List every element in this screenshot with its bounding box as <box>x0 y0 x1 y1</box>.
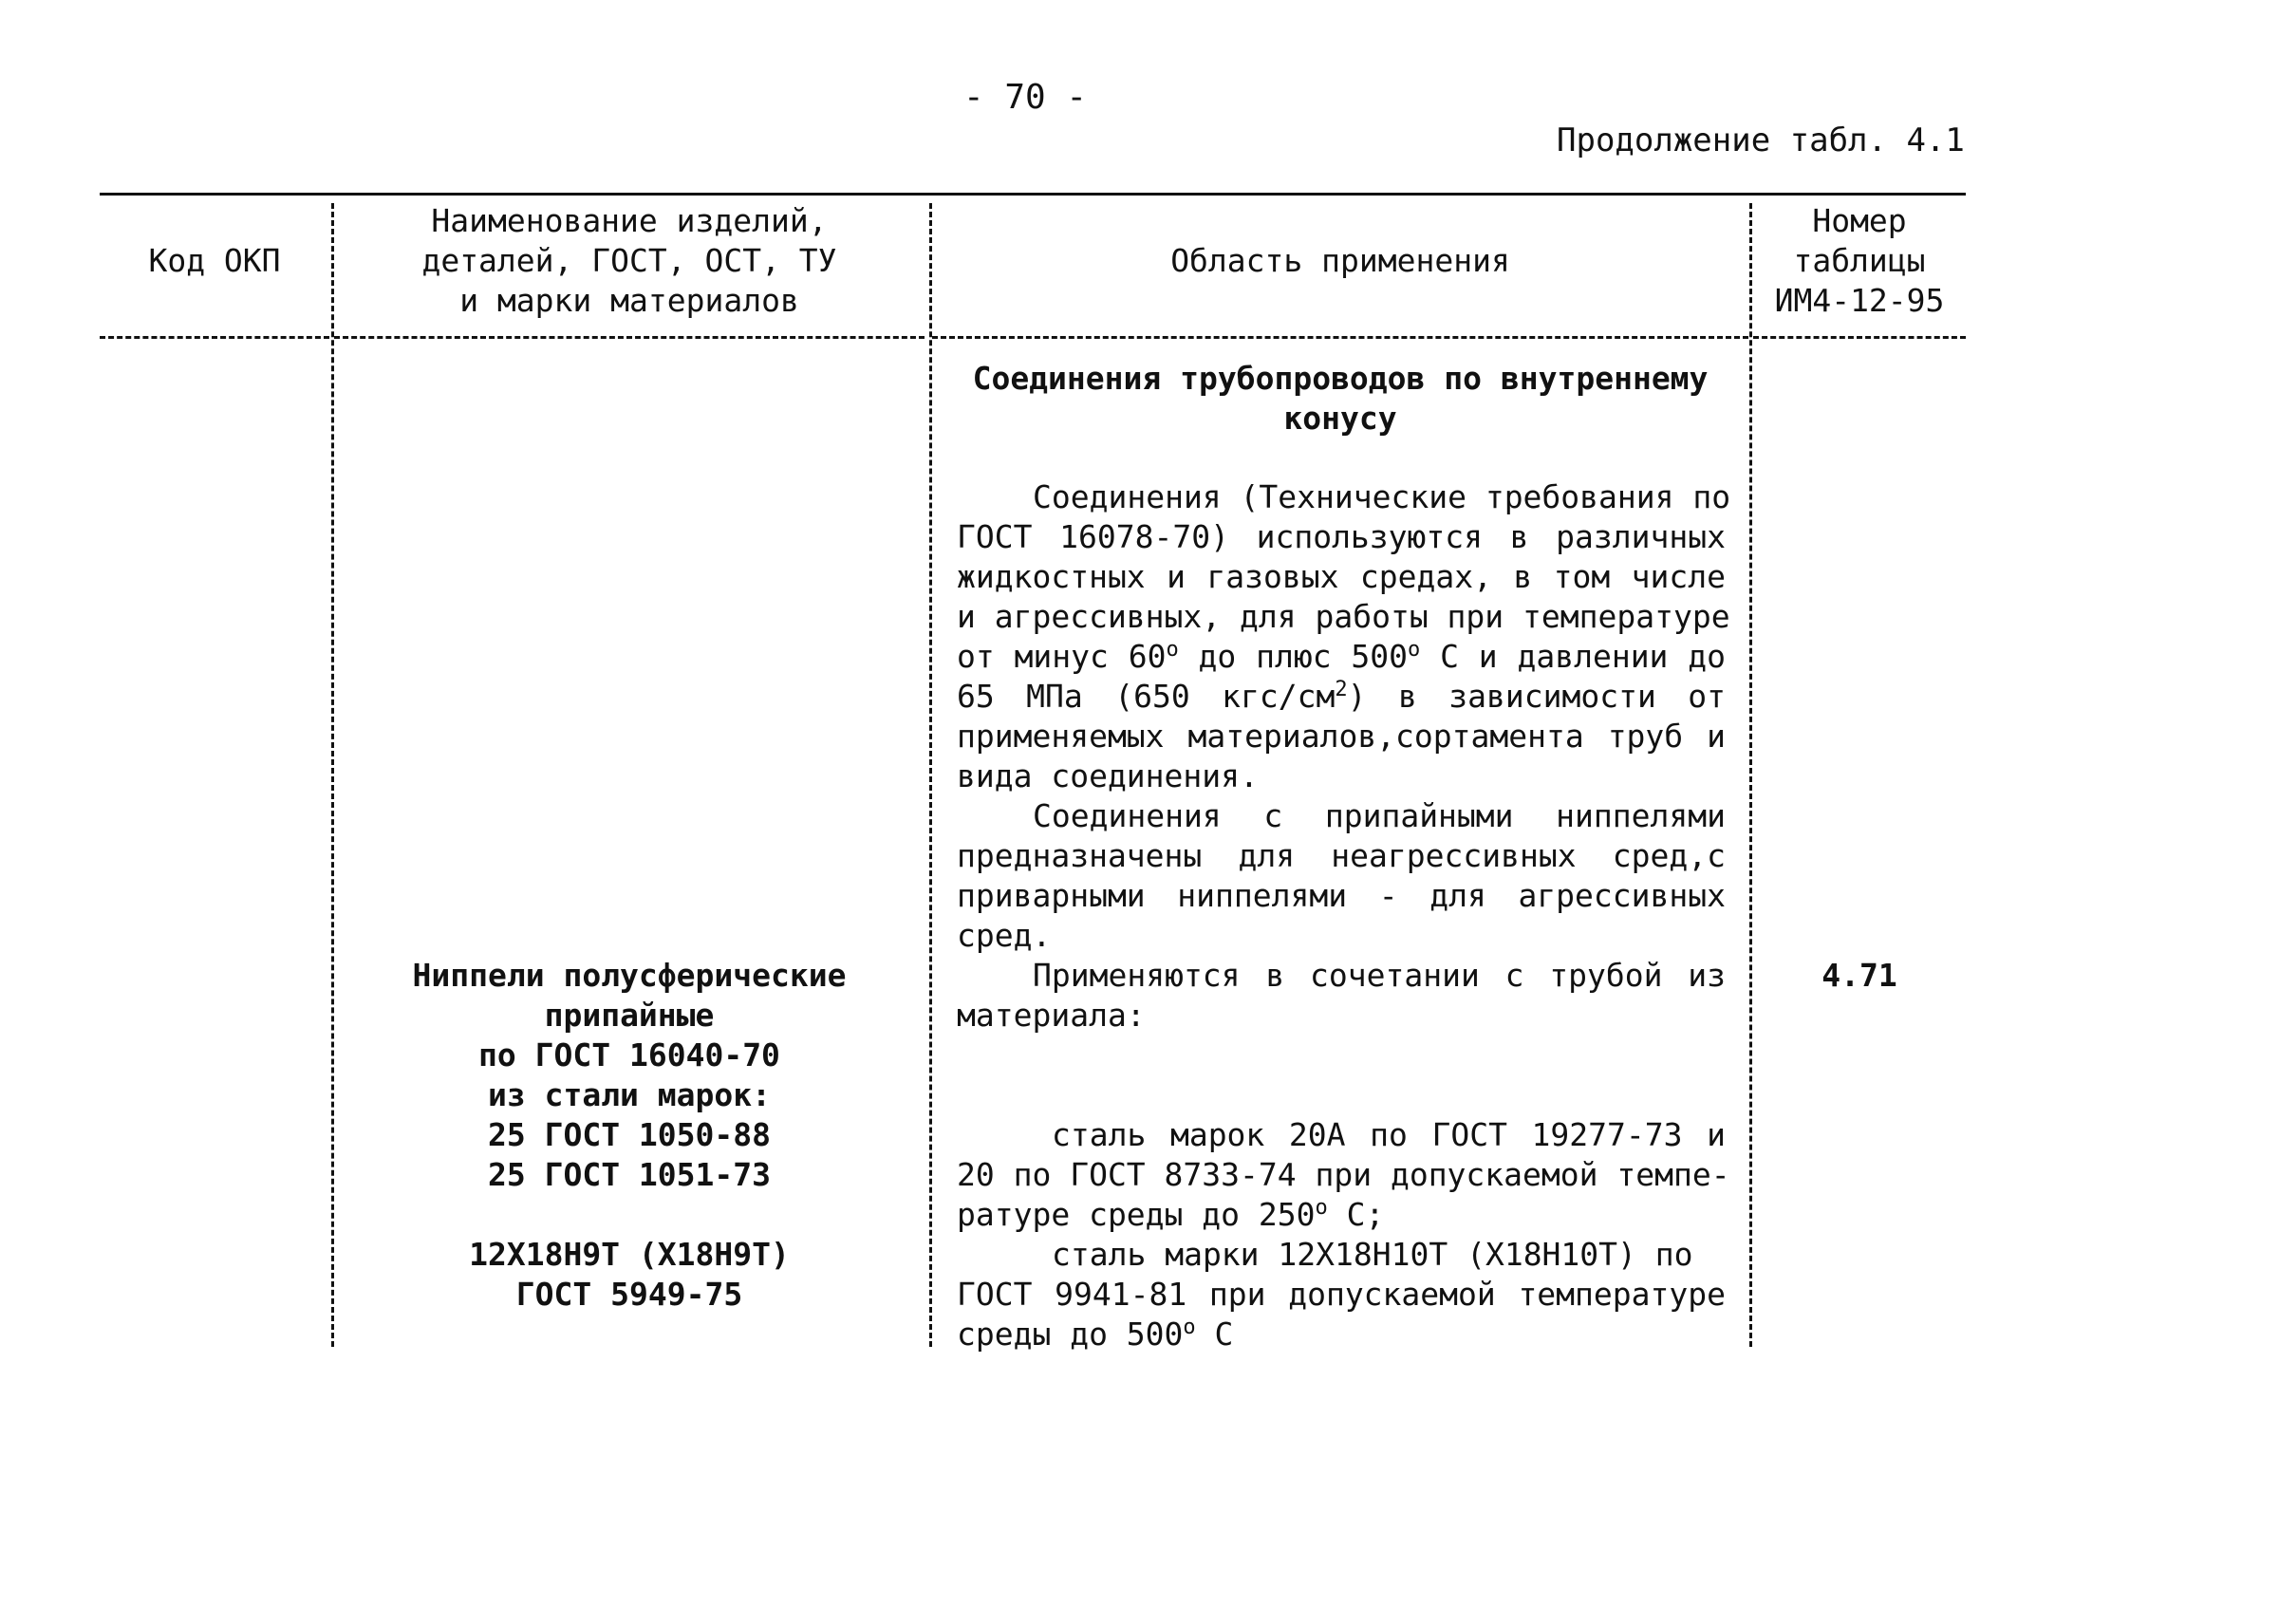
column-separator-3 <box>1749 203 1752 1347</box>
area-paragraph-4: сталь марок 20А по ГОСТ 19277-73 и 20 по ГОСТ 8733-74 при допускаемой темпе- ратуре среды до $250^о$ С; <box>957 1116 1730 1233</box>
table-top-rule <box>100 193 1966 196</box>
area-paragraph-1: Соединения (Технические требования по ГОСТ 16078-70) используются в различных жидкостных и газовых средах, в том числе и агрессивных, для работы при температуре от минус $60^о$ до плюс $500^о$ С и давлении до 65 МПа (650 кгс/$см^2$) в зависимости от применяемых материалов,сортамента труб и вида соединения. <box>957 478 1731 794</box>
area-paragraph-3: Применяются в сочетании с трубой из материала: <box>957 957 1726 1034</box>
header-divider-table <box>1753 336 1966 339</box>
header-name: Наименование изделий, деталей, ГОСТ, ОСТ, ТУ и марки материалов <box>421 202 837 319</box>
header-area: Область применения <box>1170 242 1510 279</box>
header-divider-name <box>334 336 925 339</box>
area-paragraph-5: сталь марки 12Х18Н10Т (Х18Н10Т) по ГОСТ 9941-81 при допускаемой температуре среды до $500^о$ С <box>957 1236 1726 1353</box>
header-table-number: Номер таблицы ИМ4-12-95 <box>1774 202 1945 319</box>
row-name-cell: Ниппели полусферические припайные по ГОСТ 16040-70 из стали марок: 25 ГОСТ 1050-88 25 ГОСТ 1051-73 12Х18Н9Т (Х18Н9Т) ГОСТ 5949-75 <box>412 957 847 1313</box>
section-title: Соединения трубопроводов по внутреннему конусу <box>972 360 1709 437</box>
header-divider-code <box>100 336 329 339</box>
area-paragraph-2: Соединения с припайными ниппелями предназначены для неагрессивных сред,с приварными ниппелями - для агрессивных сред. <box>957 797 1726 954</box>
page-number: - 70 - <box>963 78 1088 117</box>
header-divider-area <box>932 336 1748 339</box>
continuation-label: Продолжение табл. 4.1 <box>1557 121 1965 159</box>
header-code: Код ОКП <box>148 242 281 279</box>
row-table-number: 4.71 <box>1821 957 1897 994</box>
